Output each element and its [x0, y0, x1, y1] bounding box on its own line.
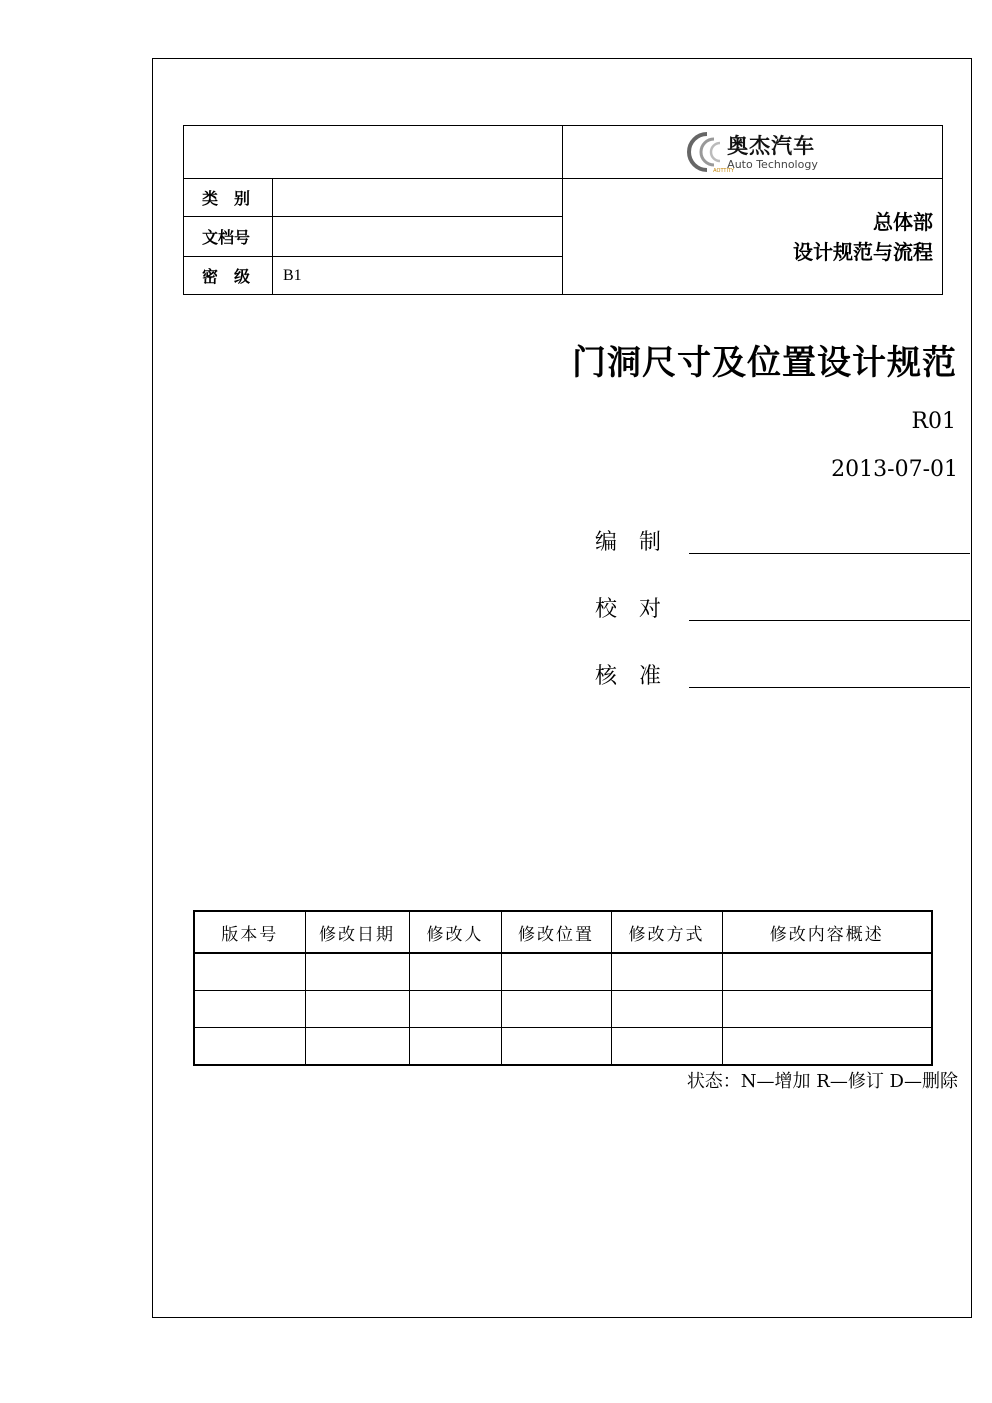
- logo-cell: [563, 126, 943, 179]
- document-title: 门洞尺寸及位置设计规范: [572, 343, 957, 383]
- column-header: 版本号: [194, 911, 305, 953]
- signature-label: 核准: [595, 664, 684, 689]
- table-cell: [722, 1028, 932, 1066]
- signature-label: 校对: [595, 597, 684, 622]
- table-row: [194, 953, 932, 991]
- table-header-row: [194, 911, 932, 953]
- table-cell: [305, 953, 409, 991]
- table-cell: [501, 953, 611, 991]
- table-cell: [194, 953, 305, 991]
- header-blank-cell: [184, 126, 563, 179]
- signature-approved: [595, 659, 687, 690]
- column-header: 修改内容概述: [722, 911, 932, 953]
- logo-tag: AOTTITY: [713, 168, 735, 174]
- logo-text-cn: 奥杰汽车: [727, 133, 816, 158]
- table-row: [194, 1028, 932, 1066]
- signature-label: 编制: [595, 530, 684, 555]
- logo-mark-icon: [687, 130, 735, 174]
- signature-line-compiled: [689, 553, 970, 554]
- table-cell: [501, 991, 611, 1028]
- doc-number-label: 文档号: [184, 217, 273, 257]
- column-header: 修改人: [409, 911, 501, 953]
- category-value: [273, 179, 563, 217]
- department-name: 总体部: [873, 209, 933, 234]
- table-cell: [409, 1028, 501, 1066]
- table-cell: [305, 991, 409, 1028]
- column-header: 修改位置: [501, 911, 611, 953]
- company-logo: [563, 126, 942, 178]
- table-cell: [501, 1028, 611, 1066]
- table-row: [194, 991, 932, 1028]
- department-cell: [563, 179, 943, 295]
- table-cell: [611, 1028, 722, 1066]
- table-cell: [722, 953, 932, 991]
- signature-compiled: [595, 525, 687, 556]
- category-label: 类 别: [184, 179, 273, 217]
- department-subtitle: 设计规范与流程: [793, 239, 933, 264]
- signature-line-approved: [689, 687, 970, 688]
- logo-text-en: Auto Technology: [727, 157, 818, 171]
- doc-number-value: [273, 217, 563, 257]
- signature-checked: [595, 592, 687, 623]
- table-cell: [194, 991, 305, 1028]
- document-date: 2013-07-01: [831, 457, 958, 482]
- table-cell: [611, 953, 722, 991]
- status-legend: 状态：N—增加 R—修订 D—删除: [686, 1071, 958, 1092]
- table-cell: [611, 991, 722, 1028]
- revision-history-table: [193, 910, 933, 1066]
- table-cell: [194, 1028, 305, 1066]
- security-level-label: 密 级: [184, 257, 273, 295]
- table-cell: [305, 1028, 409, 1066]
- column-header: 修改方式: [611, 911, 722, 953]
- table-cell: [722, 991, 932, 1028]
- table-cell: [409, 991, 501, 1028]
- table-cell: [409, 953, 501, 991]
- signature-line-checked: [689, 620, 970, 621]
- header-table: [183, 125, 943, 295]
- column-header: 修改日期: [305, 911, 409, 953]
- security-level-value: B1: [273, 257, 563, 295]
- revision-code: R01: [911, 409, 956, 434]
